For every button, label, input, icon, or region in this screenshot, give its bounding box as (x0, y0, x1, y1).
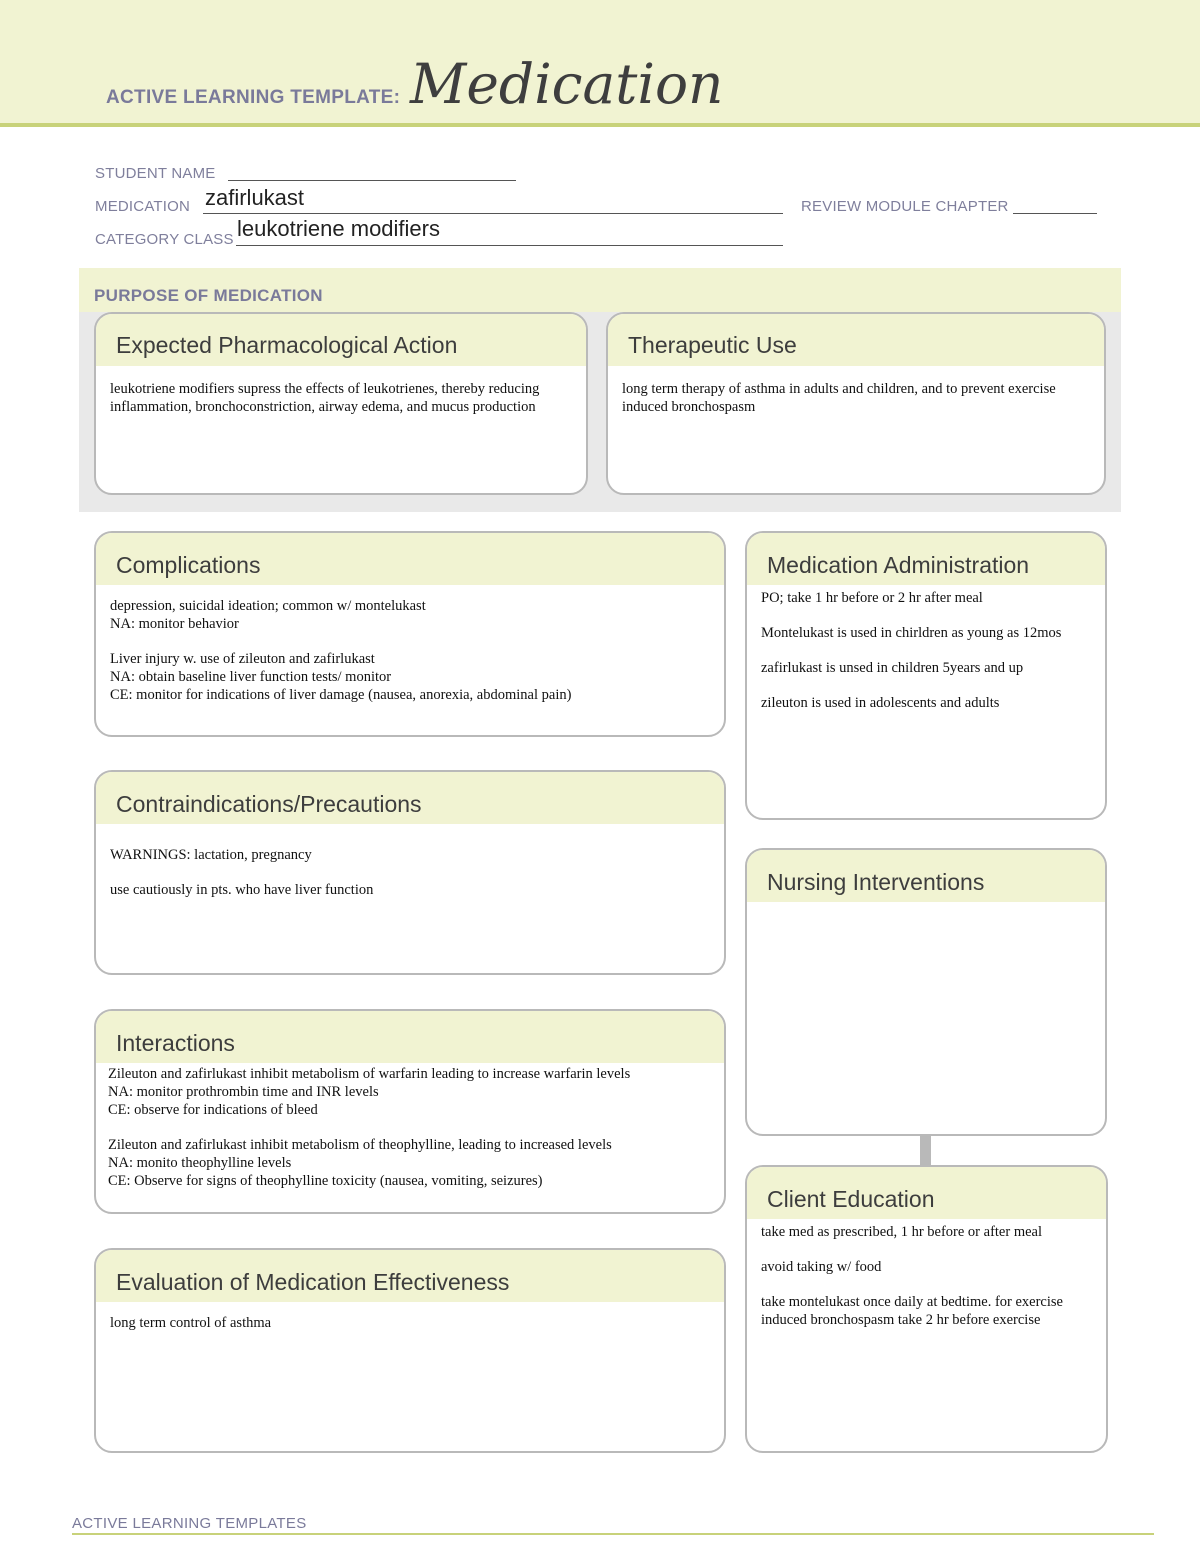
footer-divider (72, 1533, 1154, 1535)
nursing-interventions-title: Nursing Interventions (767, 869, 985, 895)
category-class-value: leukotriene modifiers (237, 216, 440, 241)
complications-body (110, 597, 712, 721)
therapeutic-use-title: Therapeutic Use (628, 332, 797, 358)
text-line: CE: Observe for signs of theophylline toxicity (nausea, vomiting, seizures) (108, 1173, 543, 1189)
text-line: depression, suicidal ideation; common w/ montelukast (110, 598, 426, 614)
text-line: NA: monitor behavior (110, 616, 239, 632)
review-module-field[interactable] (1013, 213, 1097, 214)
medication-label: MEDICATION (95, 198, 191, 215)
contraindications-body (110, 846, 712, 916)
category-class-label: CATEGORY CLASS (95, 231, 234, 248)
text-line: long term control of asthma (110, 1315, 272, 1331)
evaluation-title: Evaluation of Medication Effectiveness (116, 1269, 510, 1295)
text-line: use cautiously in pts. who have liver function (110, 882, 374, 898)
text-line: long term therapy of asthma in adults and children, and to prevent exercise (622, 381, 1056, 397)
text-line: induced bronchospasm take 2 hr before exercise (761, 1312, 1041, 1328)
text-line: inflammation, bronchoconstriction, airway edema, and mucus production (110, 399, 536, 415)
expected-action-title: Expected Pharmacological Action (116, 332, 458, 358)
template-label: ACTIVE LEARNING TEMPLATE: (106, 87, 401, 108)
text-line: CE: monitor for indications of liver damage (nausea, anorexia, abdominal pain) (110, 687, 572, 703)
text-line: NA: monitor prothrombin time and INR levels (108, 1084, 379, 1100)
interactions-card (94, 1009, 726, 1214)
footer-label: ACTIVE LEARNING TEMPLATES (72, 1515, 307, 1532)
text-line: zafirlukast is unsed in children 5years and up (761, 660, 1024, 676)
contraindications-title: Contraindications/Precautions (116, 791, 422, 817)
medication-administration-card (745, 531, 1107, 820)
client-education-body (761, 1223, 1094, 1346)
therapeutic-use-body (622, 380, 1092, 416)
text-line: Zileuton and zafirlukast inhibit metabolism of warfarin leading to increase warfarin levels (108, 1066, 631, 1082)
review-module-label: REVIEW MODULE CHAPTER (801, 198, 1009, 215)
text-line: leukotriene modifiers supress the effects of leukotrienes, thereby reducing (110, 381, 540, 397)
medication-administration-title: Medication Administration (767, 552, 1030, 578)
text-line: take med as prescribed, 1 hr before or after meal (761, 1224, 1043, 1240)
text-line: WARNINGS: lactation, pregnancy (110, 847, 312, 863)
expected-action-card (94, 312, 588, 495)
medication-value: zafirlukast (205, 185, 305, 210)
nursing-interventions-card (745, 848, 1107, 1136)
text-line: zileuton is used in adolescents and adults (761, 695, 1000, 711)
evaluation-card (94, 1248, 726, 1453)
client-education-card (745, 1165, 1108, 1453)
evaluation-body (110, 1314, 712, 1332)
text-line: NA: obtain baseline liver function tests/ monitor (110, 669, 392, 685)
text-line: avoid taking w/ food (761, 1259, 882, 1275)
header-divider (0, 123, 1200, 127)
purpose-title: PURPOSE OF MEDICATION (94, 286, 323, 305)
expected-action-body (110, 380, 574, 416)
text-line: induced bronchospasm (622, 399, 756, 415)
therapeutic-use-card (606, 312, 1106, 495)
text-line: NA: monito theophylline levels (108, 1155, 292, 1171)
medication-administration-body (761, 589, 1093, 729)
interactions-body (108, 1065, 712, 1207)
complications-title: Complications (116, 552, 261, 578)
student-name-field[interactable] (228, 180, 516, 181)
text-line: PO; take 1 hr before or 2 hr after meal (761, 590, 983, 606)
client-education-title: Client Education (767, 1186, 935, 1212)
student-name-label: STUDENT NAME (95, 165, 216, 182)
contraindications-card (94, 770, 726, 975)
template-title: Medication (410, 52, 724, 116)
category-class-field[interactable] (236, 245, 783, 246)
connector-bar (920, 1135, 931, 1167)
complications-card (94, 531, 726, 737)
text-line: Zileuton and zafirlukast inhibit metabolism of theophylline, leading to increased levels (108, 1137, 612, 1153)
text-line: Montelukast is used in chirldren as young as 12mos (761, 625, 1062, 641)
text-line: Liver injury w. use of zileuton and zafirlukast (110, 651, 375, 667)
text-line: CE: observe for indications of bleed (108, 1102, 318, 1118)
medication-field[interactable] (203, 213, 783, 214)
text-line: take montelukast once daily at bedtime. for exercise (761, 1294, 1063, 1310)
interactions-title: Interactions (116, 1030, 235, 1056)
